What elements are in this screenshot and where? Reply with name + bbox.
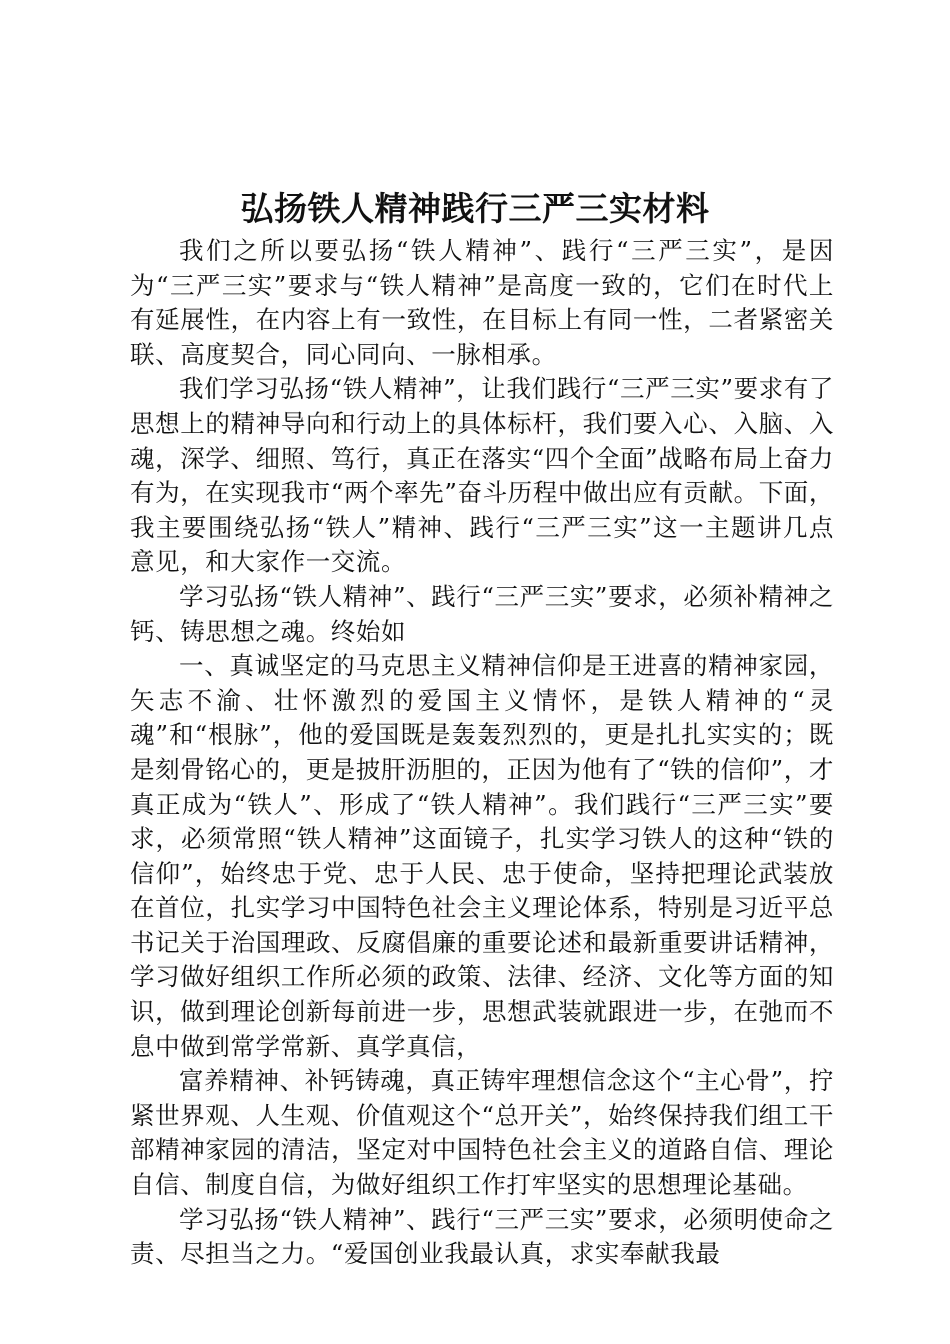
paragraph-3: 学习弘扬“铁人精神”、践行“三严三实”要求，必须补精神之钙、铸思想之魂。终始如 xyxy=(130,581,834,646)
paragraph-4: 一、真诚坚定的马克思主义精神信仰是王进喜的精神家园，矢志不渝、壮怀激烈的爱国主义情怀，是铁人精神的“灵魂”和“根脉”，他的爱国既是轰轰烈烈的，更是扎扎实实的；既是刻骨铭心的，更是披肝沥胆的，正因为他有了“铁的信仰”，才真正成为“铁人”、形成了“铁人精神”。我们践行“三严三实”要求，必须常照“铁人精神”这面镜子，扎实学习铁人的这种“铁的信仰”，始终忠于党、忠于人民、忠于使命，坚持把理论武装放在首位，扎实学习中国特色社会主义理论体系，特别是习近平总书记关于治国理政、反腐倡廉的重要论述和最新重要讲话精神，学习做好组织工作所必须的政策、法律、经济、文化等方面的知识，做到理论创新每前进一步，思想武装就跟进一步，在弛而不息中做到常学常新、真学真信， xyxy=(130,651,834,1061)
document-body xyxy=(130,234,834,1272)
paragraph-6: 学习弘扬“铁人精神”、践行“三严三实”要求，必须明使命之责、尽担当之力。“爱国创业我最认真，求实奉献我最 xyxy=(130,1204,834,1269)
paragraph-1: 我们之所以要弘扬“铁人精神”、践行“三严三实”，是因为“三严三实”要求与“铁人精神”是高度一致的，它们在时代上有延展性，在内容上有一致性，在目标上有同一性，二者紧密关联、高度契合，同心同向、一脉相承。 xyxy=(130,236,834,369)
document-title: 弘扬铁人精神践行三严三实材料 xyxy=(240,189,710,228)
paragraph-5: 富养精神、补钙铸魂，真正铸牢理想信念这个“主心骨”，拧紧世界观、人生观、价值观这个“总开关”，始终保持我们组工干部精神家园的清洁，坚定对中国特色社会主义的道路自信、理论自信、制度自信，为做好组织工作打牢坚实的思想理论基础。 xyxy=(130,1066,834,1200)
paragraph-2: 我们学习弘扬“铁人精神”，让我们践行“三严三实”要求有了思想上的精神导向和行动上的具体标杆，我们要入心、入脑、入魂，深学、细照、笃行，真正在落实“四个全面”战略布局上奋力有为，在实现我市“两个率先”奋斗历程中做出应有贡献。下面，我主要围绕弘扬“铁人”精神、践行“三严三实”这一主题讲几点意见，和大家作一交流。 xyxy=(130,374,834,577)
